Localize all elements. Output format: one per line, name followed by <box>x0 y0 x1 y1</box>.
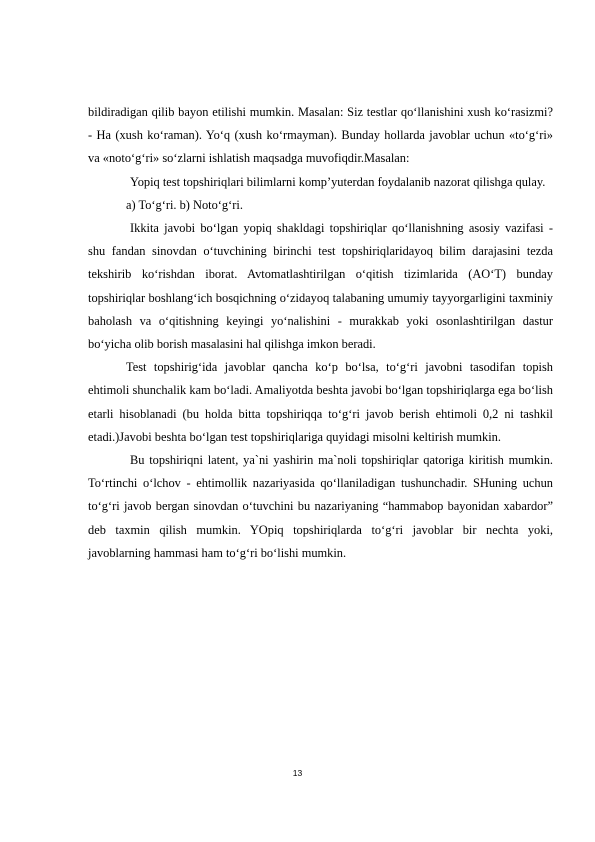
paragraph-3: Ikkita javobi bo‘lgan yopiq shakldagi topshiriqlar qo‘llanishning asosiy vazifasi - shu fandan sinovdan o‘tuvchining birinchi test topshiriqlaridayoq bilim darajasini tezda tekshirib ko‘rishdan iborat. Avtomatlashtirilgan o‘qitish tizimlarida (AO‘T) bunday topshiriqlar boshlang‘ich bosqichning o‘zidayoq talabaning umumiy tayyorgarligini taxminiy baholash va o‘qitishning keyingi yo‘nalishini - murakkab yoki osonlashtirilgan dastur bo‘yicha olib borish masalasini hal qilishga imkon beradi. <box>88 221 553 352</box>
paragraph-4: Test topshirig‘ida javoblar qancha ko‘p bo‘lsa, to‘g‘ri javobni tasodifan topish ehtimoli shunchalik kam bo‘ladi. Amaliyotda beshta javobi bo‘lgan topshiriqlarga ega bo‘lish etarli hisoblanadi (bu holda bitta topshiriqqa to‘g‘ri javob berish ehtimoli 0,2 ni tashkil etadi.)Javobi beshta bo‘lgan test topshiriqlariga quyidagi misolni keltirish mumkin. <box>88 360 553 444</box>
paragraph-1: bildiradigan qilib bayon etilishi mumkin. Masalan: Siz testlar qo‘llanishini xush ko‘rasizmi? - Ha (xush ko‘raman). Yo‘q (xush ko‘rmayman). Bunday hollarda javoblar uchun «to‘g‘ri» va «noto‘g‘ri» so‘zlarni ishlatish maqsadga muvofiqdir.Masalan: <box>88 105 553 166</box>
body-text <box>88 101 553 565</box>
paragraph-5: Bu topshiriqni latent, ya`ni yashirin ma`noli topshiriqlar qatoriga kiritish mumkin. To‘rtinchi o‘lchov - ehtimollik nazariyasida qo‘llaniladigan tushunchadir. SHuning uchun to‘g‘ri javob bergan sinovdan o‘tuvchini bu nazariyaning “hammabop bayonidan xabardor” deb taxmin qilish mumkin. YOpiq topshiriqlarda to‘g‘ri javoblar bir nechta yoki, javoblarning hammasi ham to‘g‘ri bo‘lishi mumkin. <box>88 453 553 560</box>
paragraph-2: Yopiq test topshiriqlari bilimlarni komp’yuterdan foydalanib nazorat qilishga qulay. <box>130 174 546 189</box>
page-number: 13 <box>292 768 303 778</box>
answer-options: a) To‘g‘ri. b) Noto‘g‘ri. <box>126 197 243 212</box>
